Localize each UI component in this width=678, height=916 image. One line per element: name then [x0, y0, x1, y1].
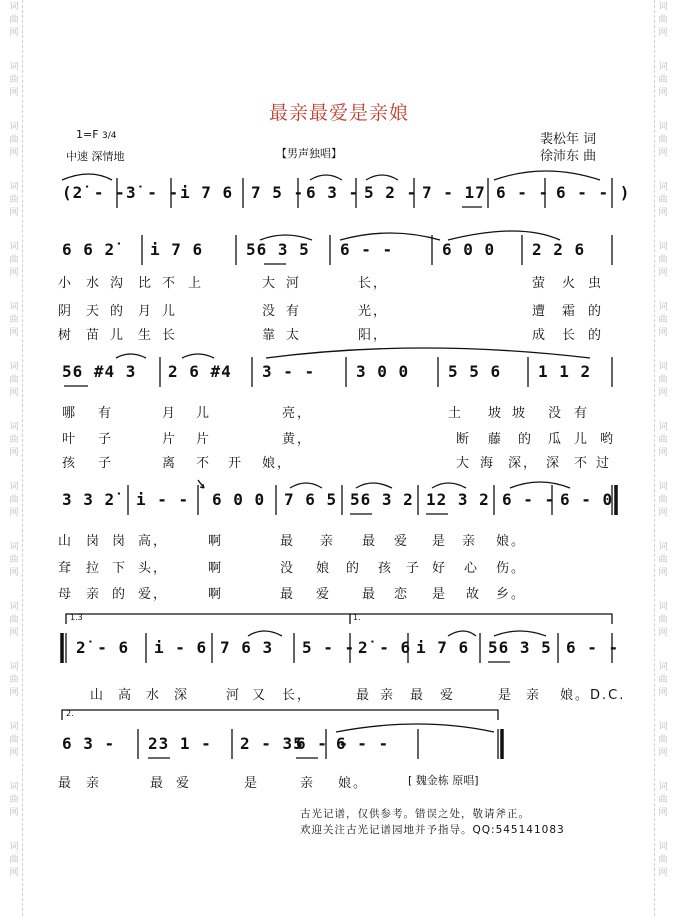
watermark-char: 网 — [658, 148, 668, 158]
lyric-syllable: 坡 — [488, 406, 504, 421]
watermark-char: 网 — [9, 88, 19, 98]
lyric-syllable: 爱 — [316, 587, 332, 602]
watermark-char: 词 — [9, 782, 19, 792]
watermark-char: 曲 — [9, 495, 19, 505]
lyric-syllable: 伤。 — [496, 561, 527, 576]
lyric-syllable: 过 — [596, 456, 612, 471]
volta-label-1: 1.3 — [70, 613, 83, 622]
watermark-char: 词 — [658, 542, 668, 552]
watermark-char: 曲 — [9, 435, 19, 445]
lyric-syllable: 虫 — [588, 276, 604, 291]
measure-row2-1: 6 6 2̇ — [62, 240, 116, 259]
watermark-char: 网 — [9, 28, 19, 38]
watermark-char: 词 — [658, 662, 668, 672]
watermark-char: 网 — [9, 868, 19, 878]
lyric-syllable: 有 — [574, 406, 590, 421]
watermark-char: 词 — [658, 62, 668, 72]
watermark-char: 词 — [658, 242, 668, 252]
measure-row3-3: 3 - - — [262, 362, 316, 381]
lyric-syllable: 坡 — [512, 406, 528, 421]
watermark-char: 词 — [9, 182, 19, 192]
watermark-char: 词 — [9, 662, 19, 672]
watermark-char: 曲 — [9, 795, 19, 805]
time-signature: 3/4 — [102, 131, 117, 141]
key-value: 1=F — [76, 128, 99, 141]
lyric-syllable: 高， — [138, 534, 169, 549]
watermark-char: 词 — [9, 122, 19, 132]
watermark-char: 词 — [658, 362, 668, 372]
lyric-syllable: 断 — [456, 432, 472, 447]
lyric-syllable: 是 — [244, 776, 260, 791]
watermark-char: 曲 — [658, 75, 668, 85]
measure-row1-5: 6 3 - — [306, 183, 360, 202]
measure-row5-3: 7 6 3 — [220, 638, 274, 657]
lyric-syllable: 岗 — [86, 534, 102, 549]
lyric-syllable: 水 — [86, 276, 102, 291]
watermark-char: 词 — [9, 722, 19, 732]
lyric-syllable: 亲 — [86, 587, 102, 602]
lyric-syllable: 最 — [362, 534, 378, 549]
lyric-syllable: 子 — [98, 456, 114, 471]
measure-row3-5: 5 5 6 — [448, 362, 502, 381]
lyric-syllable: 哟 — [600, 432, 616, 447]
slur — [62, 174, 112, 180]
watermark-char: 词 — [658, 722, 668, 732]
lyric-syllable: 开 — [228, 456, 244, 471]
measure-row4-7: 6 - - — [502, 490, 556, 509]
lyric-syllable: 阳， — [358, 328, 389, 343]
slur — [116, 354, 146, 358]
watermark-char: 曲 — [9, 75, 19, 85]
lyric-syllable: 月 — [138, 304, 154, 319]
measure-row1-9: 6 - - ) — [556, 183, 631, 202]
lyric-syllable: 月 — [162, 406, 178, 421]
performance-type: 【男声独唱】 — [276, 147, 342, 160]
lyric-syllable: 树 — [58, 328, 74, 343]
lyric-syllable: 苗 — [86, 328, 102, 343]
watermark-char: 曲 — [658, 195, 668, 205]
lyric-syllable: 天 — [86, 304, 102, 319]
lyric-syllable: 孩 — [378, 561, 394, 576]
lyric-syllable: 阴 — [58, 304, 74, 319]
composer-credit: 徐沛东 曲 — [540, 149, 597, 164]
watermark-char: 曲 — [658, 255, 668, 265]
lyric-syllable: 恋 — [394, 587, 410, 602]
measure-row5-5: 2̇ - 6 — [358, 638, 412, 657]
watermark-char: 网 — [9, 568, 19, 578]
lyric-syllable: 亮， — [282, 406, 313, 421]
lyric-syllable: 成 — [532, 328, 548, 343]
watermark-char: 曲 — [658, 375, 668, 385]
lyric-syllable: 岗 — [112, 534, 128, 549]
lyric-syllable: 没 — [548, 406, 564, 421]
lyric-syllable: 最 — [362, 587, 378, 602]
lyric-syllable: 长 — [162, 328, 178, 343]
watermark-char: 曲 — [9, 255, 19, 265]
measure-row1-6: 5 2 - — [364, 183, 418, 202]
watermark-char: 曲 — [658, 135, 668, 145]
watermark-char: 网 — [658, 868, 668, 878]
watermark-char: 网 — [658, 388, 668, 398]
watermark-char: 网 — [658, 688, 668, 698]
watermark-char: 词 — [9, 842, 19, 852]
tie — [266, 348, 590, 358]
lyric-syllable: 最 — [280, 587, 296, 602]
watermark-char: 网 — [9, 748, 19, 758]
lyric-syllable: 亲 — [380, 688, 396, 703]
measure-row3-4: 3 0 0 — [356, 362, 410, 381]
lyric-syllable: 儿 — [110, 328, 126, 343]
lyric-syllable: 哪 — [62, 406, 78, 421]
watermark-char: 词 — [9, 242, 19, 252]
song-title: 最亲最爱是亲娘 — [268, 102, 409, 124]
watermark-char: 曲 — [658, 855, 668, 865]
watermark-char: 曲 — [9, 675, 19, 685]
watermark-char: 词 — [658, 782, 668, 792]
measure-row2-4: 6 - - — [340, 240, 394, 259]
measure-row3-6: 1 1 2 — [538, 362, 592, 381]
lyric-syllable: 娘， — [262, 456, 293, 471]
watermark-char: 词 — [9, 542, 19, 552]
watermark-char: 词 — [9, 602, 19, 612]
lyric-syllable: 又 — [252, 688, 268, 703]
watermark-char: 网 — [658, 808, 668, 818]
measure-row6-3: 2 - 35 — [240, 734, 304, 753]
lyric-syllable: 片 — [196, 432, 212, 447]
slur — [182, 354, 214, 358]
measure-row4-5: 56 3 2 — [350, 490, 414, 509]
lyric-syllable: 土 — [448, 406, 464, 421]
lyric-syllable: 小 — [58, 276, 74, 291]
measure-row5-6: i 7 6 — [416, 638, 470, 657]
lyric-syllable: 深 — [174, 688, 190, 703]
lyric-syllable: 娘。 — [496, 534, 527, 549]
lyric-syllable: 没 — [262, 304, 278, 319]
measure-row3-1: 56 #4 3 — [62, 362, 137, 381]
lyric-syllable: 山 — [58, 534, 74, 549]
lyric-syllable: 子 — [98, 432, 114, 447]
lyric-syllable: 孩 — [62, 456, 78, 471]
watermark-char: 网 — [658, 268, 668, 278]
watermark-char: 曲 — [658, 675, 668, 685]
watermark-char: 词 — [658, 842, 668, 852]
lyric-syllable: 的 — [346, 561, 362, 576]
lyric-syllable: 叶 — [62, 432, 78, 447]
watermark-char: 词 — [658, 122, 668, 132]
lyric-syllable: 的 — [112, 587, 128, 602]
lyric-syllable: 河 — [226, 688, 242, 703]
watermark-char: 网 — [658, 328, 668, 338]
measure-row3-2: 2 6 #4 — [168, 362, 232, 381]
lyric-syllable: 长 — [562, 328, 578, 343]
lyric-syllable: 故 — [466, 587, 482, 602]
measure-row4-6: 12 3 2 — [426, 490, 490, 509]
measure-row6-5: 6 - - — [336, 734, 390, 753]
lyric-syllable: 海 — [480, 456, 496, 471]
watermark-char: 曲 — [9, 735, 19, 745]
lyric-syllable: 生 — [138, 328, 154, 343]
measure-row6-1: 6 3 - — [62, 734, 116, 753]
watermark-char: 网 — [658, 568, 668, 578]
slur — [310, 175, 342, 180]
measure-row5-1: 2̇ - 6 — [76, 638, 130, 657]
footer-line-2: 欢迎关注古光记谱园地并予指导。QQ:545141083 — [300, 824, 565, 836]
watermark-char: 词 — [9, 482, 19, 492]
slur — [432, 483, 466, 488]
watermark-char: 曲 — [9, 375, 19, 385]
lyric-syllable: 爱 — [440, 688, 456, 703]
lyric-syllable: 离 — [162, 456, 178, 471]
watermark-char: 词 — [9, 302, 19, 312]
slur — [366, 175, 398, 180]
watermark-char: 曲 — [658, 615, 668, 625]
lyric-syllable: 沟 — [110, 276, 126, 291]
lyric-syllable: 爱 — [176, 776, 192, 791]
slur — [290, 483, 322, 488]
watermark-char: 网 — [9, 148, 19, 158]
measure-row6-4: 6 - - — [296, 734, 350, 753]
lyric-syllable: 子 — [406, 561, 422, 576]
lyric-syllable: 啊 — [208, 561, 224, 576]
lyric-syllable: 最 — [410, 688, 426, 703]
lyric-syllable: 心 — [464, 561, 480, 576]
watermark-char: 网 — [658, 748, 668, 758]
tie — [340, 233, 440, 240]
lyric-syllable: 大 — [456, 456, 472, 471]
watermark-char: 词 — [658, 2, 668, 12]
lyricist-credit: 裴松年 词 — [540, 132, 597, 147]
watermark-char: 网 — [9, 328, 19, 338]
lyric-syllable: 比 — [138, 276, 154, 291]
lyric-syllable: 光， — [358, 304, 389, 319]
watermark-char: 网 — [9, 808, 19, 818]
watermark-char: 词 — [658, 482, 668, 492]
lyric-syllable: 亲 — [320, 534, 336, 549]
lyric-syllable: 长， — [282, 688, 313, 703]
measure-row4-3: 6 0 0 — [212, 490, 266, 509]
lyric-syllable: 山 — [90, 688, 106, 703]
lyric-syllable: 头， — [138, 561, 169, 576]
slur — [448, 631, 476, 636]
lyric-syllable: 最 — [280, 534, 296, 549]
watermark-char: 网 — [658, 208, 668, 218]
lyric-syllable: 最 — [356, 688, 372, 703]
lyric-syllable: 啊 — [208, 534, 224, 549]
tie — [448, 231, 560, 240]
volta-label-1b: 1. — [353, 613, 361, 622]
measure-row1-4: 7 5 - — [251, 183, 305, 202]
watermark-char: 网 — [9, 388, 19, 398]
measure-row5-2: i - 6 — [154, 638, 208, 657]
measure-row5-7: 56 3 5 — [488, 638, 552, 657]
measure-row1-1: (2̇ - - — [62, 183, 126, 202]
watermark-char: 网 — [658, 628, 668, 638]
lyric-syllable: 娘 — [316, 561, 332, 576]
slur — [356, 483, 392, 488]
measure-row1-8: 6 - - — [496, 183, 550, 202]
lyric-syllable: 最 — [58, 776, 74, 791]
watermark-char: 词 — [658, 422, 668, 432]
lyric-syllable: 不 — [162, 276, 178, 291]
watermark-char: 曲 — [9, 195, 19, 205]
lyric-syllable: 太 — [286, 328, 302, 343]
measure-row1-2: 3̇ - - — [126, 183, 180, 202]
measure-row1-3: i 7 6 — [180, 183, 234, 202]
lyric-syllable: 瓜 — [548, 432, 564, 447]
slur — [494, 631, 546, 636]
footer-line-1: 古光记谱，仅供参考。错误之处，敬请斧正。 — [300, 808, 530, 820]
lyric-syllable: 高 — [118, 688, 134, 703]
watermark-char: 曲 — [9, 135, 19, 145]
lyric-syllable: 娘。D.C. — [560, 688, 626, 703]
watermark-char: 曲 — [658, 15, 668, 25]
volta-bracket-2 — [62, 710, 498, 720]
lyric-syllable: 黄， — [282, 432, 313, 447]
measure-row4-4: 7 6 5 — [284, 490, 338, 509]
watermark-char: 曲 — [9, 15, 19, 25]
lyric-syllable: 最 — [150, 776, 166, 791]
watermark-char: 曲 — [9, 555, 19, 565]
measure-row5-8: 6 - - — [566, 638, 620, 657]
lyric-syllable: 好 — [432, 561, 448, 576]
lyric-syllable: 不 — [574, 456, 590, 471]
lyric-syllable: 霜 — [562, 304, 578, 319]
lyric-syllable: 片 — [162, 432, 178, 447]
watermark-char: 词 — [9, 62, 19, 72]
watermark-char: 词 — [9, 2, 19, 12]
watermark-char: 网 — [658, 508, 668, 518]
slur — [260, 235, 312, 240]
watermark-char: 词 — [9, 362, 19, 372]
lyric-syllable: 靠 — [262, 328, 278, 343]
volta-bracket-1 — [66, 614, 350, 624]
lyric-syllable: 深， — [508, 456, 539, 471]
watermark-char: 曲 — [9, 855, 19, 865]
lyric-syllable: 儿 — [196, 406, 212, 421]
watermark-char: 网 — [9, 208, 19, 218]
measure-row4-1: 3 3 2̇ — [62, 490, 116, 509]
tie — [510, 482, 570, 488]
watermark-char: 曲 — [9, 615, 19, 625]
measure-row2-2: i 7 6 — [150, 240, 204, 259]
watermark-char: 曲 — [658, 435, 668, 445]
lyric-syllable: 母 — [58, 587, 74, 602]
lyric-syllable: 拉 — [86, 561, 102, 576]
tie — [336, 724, 494, 732]
watermark-char: 网 — [658, 28, 668, 38]
lyric-syllable: 大 — [262, 276, 278, 291]
lyric-syllable: 亲 — [462, 534, 478, 549]
lyric-syllable: 儿 — [574, 432, 590, 447]
lyric-syllable: 藤 — [488, 432, 504, 447]
lyric-syllable: 的 — [518, 432, 534, 447]
lyric-syllable: 爱， — [138, 587, 169, 602]
original-singer: [ 魏金栋 原唱] — [408, 774, 479, 787]
lyric-syllable: 爱 — [394, 534, 410, 549]
watermark-char: 曲 — [658, 315, 668, 325]
measure-row1-7: 7 - 17 — [422, 183, 486, 202]
lyric-syllable: 亲 — [526, 688, 542, 703]
watermark-char: 网 — [9, 508, 19, 518]
lyric-syllable: 下 — [112, 561, 128, 576]
watermark-char: 曲 — [658, 555, 668, 565]
measure-row4-8: 6 - 0 — [560, 490, 614, 509]
lyric-syllable: 是 — [432, 587, 448, 602]
lyric-syllable: 火 — [562, 276, 578, 291]
lyric-syllable: 上 — [188, 276, 204, 291]
lyric-syllable: 萤 — [532, 276, 548, 291]
watermark-char: 曲 — [658, 495, 668, 505]
slur — [248, 631, 282, 636]
watermark-char: 网 — [9, 268, 19, 278]
lyric-syllable: 娘。 — [338, 776, 369, 791]
watermark-char: 曲 — [658, 795, 668, 805]
watermark-char: 词 — [9, 422, 19, 432]
lyric-syllable: 长， — [358, 276, 389, 291]
lyric-syllable: 亲 — [86, 776, 102, 791]
lyric-syllable: 耷 — [58, 561, 74, 576]
measure-row5-4: 5 - - — [302, 638, 356, 657]
watermark-char: 词 — [658, 602, 668, 612]
watermark-char: 网 — [9, 628, 19, 638]
lyric-syllable: 乡。 — [496, 587, 527, 602]
lyric-syllable: 河 — [286, 276, 302, 291]
measure-row6-2: 23 1 - — [148, 734, 212, 753]
lyric-syllable: 的 — [588, 304, 604, 319]
watermark-char: 网 — [658, 88, 668, 98]
lyric-syllable: 有 — [286, 304, 302, 319]
volta-bracket-1b — [350, 614, 612, 624]
lyric-syllable: 不 — [196, 456, 212, 471]
watermark-char: 词 — [658, 302, 668, 312]
measure-row2-5: 6 0 0 — [442, 240, 496, 259]
lyric-syllable: 儿 — [162, 304, 178, 319]
watermark-char: 网 — [9, 448, 19, 458]
lyric-syllable: 有 — [98, 406, 114, 421]
tie — [494, 171, 600, 180]
lyric-syllable: 亲 — [300, 776, 316, 791]
lyric-syllable: 水 — [146, 688, 162, 703]
lyric-syllable: 深 — [546, 456, 562, 471]
watermark-char: 网 — [9, 688, 19, 698]
watermark-char: 词 — [658, 182, 668, 192]
watermark-char: 曲 — [658, 735, 668, 745]
watermark-char: 曲 — [9, 315, 19, 325]
measure-row2-6: 2 2 6 — [532, 240, 586, 259]
measure-row4-2: i - - — [136, 490, 190, 509]
lyric-syllable: 的 — [110, 304, 126, 319]
tempo-marking: 中速 深情地 — [66, 150, 125, 163]
lyric-syllable: 没 — [280, 561, 296, 576]
lyric-syllable: 啊 — [208, 587, 224, 602]
lyric-syllable: 是 — [498, 688, 514, 703]
volta-label-2: 2. — [66, 709, 74, 718]
lyric-syllable: 的 — [588, 328, 604, 343]
lyric-syllable: 是 — [432, 534, 448, 549]
watermark-char: 网 — [658, 448, 668, 458]
measure-row2-3: 56 3 5 — [246, 240, 310, 259]
lyric-syllable: 遭 — [532, 304, 548, 319]
